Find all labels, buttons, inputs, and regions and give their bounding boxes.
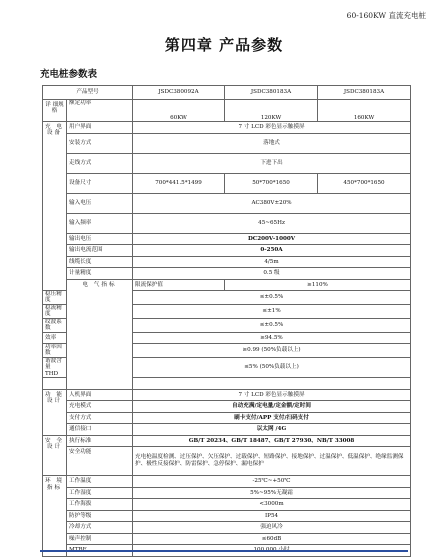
row-label: 噪声控制 xyxy=(67,533,133,545)
row-value: 充电枪温度检测、过压保护、欠压保护、过载保护、短路保护、接地保护、过温保护、低温保护、绝缘监测保护、极性反接保护、防雷保护、急停保护、漏电保护 xyxy=(133,447,411,476)
row-value: IP54 xyxy=(133,510,411,522)
row-label: 安全功能 xyxy=(67,447,133,476)
category-electrical: 电 气指标 xyxy=(67,279,133,389)
table-row xyxy=(43,401,411,413)
row-label: 输出电流范围 xyxy=(67,245,133,257)
row-label: 安装方式 xyxy=(67,133,133,153)
table-row xyxy=(43,133,411,153)
row-value: 落地式 xyxy=(133,133,411,153)
row-label: 谐波含量 THD xyxy=(43,357,67,377)
row-value: 7 寸 LCD 彩色显示触摸屏 xyxy=(133,389,411,401)
table-row xyxy=(43,268,411,280)
row-value: 7 寸 LCD 彩色显示触摸屏 xyxy=(133,122,411,134)
rated-power-cell: 120KW xyxy=(225,100,318,122)
row-label: 执行标准 xyxy=(67,435,133,447)
row-label: 人机界面 xyxy=(67,389,133,401)
row-label: 设备尺寸 xyxy=(67,173,133,193)
row-value: ≥0.99 (50%负载以上) xyxy=(133,344,411,358)
rated-power-label: 额定功率 xyxy=(67,100,133,122)
row-value: 0.5 级 xyxy=(133,268,411,280)
row-label: 防护等级 xyxy=(67,510,133,522)
row-label: 限流保护值 xyxy=(133,279,225,291)
category-detail: 详 细规格 xyxy=(43,100,67,122)
table-row xyxy=(43,193,411,213)
row-label: 输入电压 xyxy=(67,193,133,213)
table-row xyxy=(43,122,411,134)
table-row xyxy=(43,279,411,291)
row-value: 强迫风冷 xyxy=(133,522,411,534)
row-label: 走线方式 xyxy=(67,153,133,173)
row-label: 纹波系数 xyxy=(43,318,67,332)
rated-power-cell: 160KW xyxy=(318,100,411,122)
row-value: 5%~95%无凝霜 xyxy=(133,487,411,499)
spec-table xyxy=(42,85,411,557)
model-cell: JSDC380092A xyxy=(133,86,225,100)
category-function: 功 能设计 xyxy=(43,389,67,435)
row-value: 刷卡支付/APP 支付/扫码支付 xyxy=(133,412,411,424)
row-label: 输入频率 xyxy=(67,213,133,233)
row-label: 工作湿度 xyxy=(67,487,133,499)
table-row xyxy=(43,233,411,245)
row-label: 用户界面 xyxy=(67,122,133,134)
table-row xyxy=(43,213,411,233)
table-row xyxy=(43,86,411,100)
row-value: ≤±0.5% xyxy=(133,318,411,332)
table-row xyxy=(43,476,411,488)
row-value: 4/5m xyxy=(133,256,411,268)
row-value: ≤5% (50%负载以上) xyxy=(133,357,411,377)
table-row xyxy=(43,499,411,511)
row-value: 0-250A xyxy=(133,245,411,257)
rated-power-cell: 60KW xyxy=(133,100,225,122)
row-value: <3000m xyxy=(133,499,411,511)
row-value: ≤±0.5% xyxy=(133,291,411,305)
row-label: 稳压精度 xyxy=(43,291,67,305)
table-row xyxy=(43,435,411,447)
row-label: 稳流精度 xyxy=(43,304,67,318)
row-label: 功率因数 xyxy=(43,344,67,358)
page-header: 60-160KW 直流充电桩 xyxy=(346,11,426,20)
row-value: 下进下出 xyxy=(133,153,411,173)
table-row xyxy=(43,447,411,476)
row-label xyxy=(43,378,67,390)
row-value: ≤60dB xyxy=(133,533,411,545)
table-row xyxy=(43,245,411,257)
row-value xyxy=(133,378,411,390)
row-label: 冷却方式 xyxy=(67,522,133,534)
table-row xyxy=(43,256,411,268)
row-label: 通信接口 xyxy=(67,424,133,436)
row-label: 线缆长度 xyxy=(67,256,133,268)
row-value: ≥110% xyxy=(225,279,411,291)
row-label: 充电模式 xyxy=(67,401,133,413)
table-row xyxy=(43,424,411,436)
row-label: 输出电压 xyxy=(67,233,133,245)
row-label: 支付方式 xyxy=(67,412,133,424)
row-value: -25℃~+50℃ xyxy=(133,476,411,488)
row-value: 45~65Hz xyxy=(133,213,411,233)
footer-divider xyxy=(40,550,408,552)
table-row xyxy=(43,389,411,401)
row-value: DC200V-1000V xyxy=(133,233,411,245)
chapter-title: 第四章 产品参数 xyxy=(164,36,284,54)
size-cell: 50*700*1650 xyxy=(225,173,318,193)
category-charger: 充 电设备 xyxy=(43,122,67,291)
row-value: GB/T 20234、GB/T 18487、GB/T 27930、NB/T 33008 xyxy=(133,435,411,447)
model-cell: JSDC380183A xyxy=(225,86,318,100)
table-row xyxy=(43,412,411,424)
table-row xyxy=(43,522,411,534)
table-row xyxy=(43,100,411,122)
table-row xyxy=(43,173,411,193)
model-cell: JSDC380183A xyxy=(318,86,411,100)
row-value: ≤±1% xyxy=(133,304,411,318)
model-label: 产品型号 xyxy=(43,86,133,100)
table-row xyxy=(43,533,411,545)
size-cell: 700*441.5*1499 xyxy=(133,173,225,193)
table-row xyxy=(43,153,411,173)
row-label: 计量精度 xyxy=(67,268,133,280)
row-value: AC380V±20% xyxy=(133,193,411,213)
row-label: 工作温度 xyxy=(67,476,133,488)
row-value: 自动充满/定电量/定金额/定时间 xyxy=(133,401,411,413)
size-cell: 450*700*1650 xyxy=(318,173,411,193)
category-environment: 环 境指标 xyxy=(43,476,67,557)
section-title: 充电桩参数表 xyxy=(40,69,98,80)
row-label: 效率 xyxy=(43,332,67,344)
row-value: 以太网 /4G xyxy=(133,424,411,436)
table-row xyxy=(43,510,411,522)
table-row xyxy=(43,487,411,499)
row-label: 工作海拔 xyxy=(67,499,133,511)
row-value: ≥94.5% xyxy=(133,332,411,344)
category-safety: 安 全设计 xyxy=(43,435,67,476)
